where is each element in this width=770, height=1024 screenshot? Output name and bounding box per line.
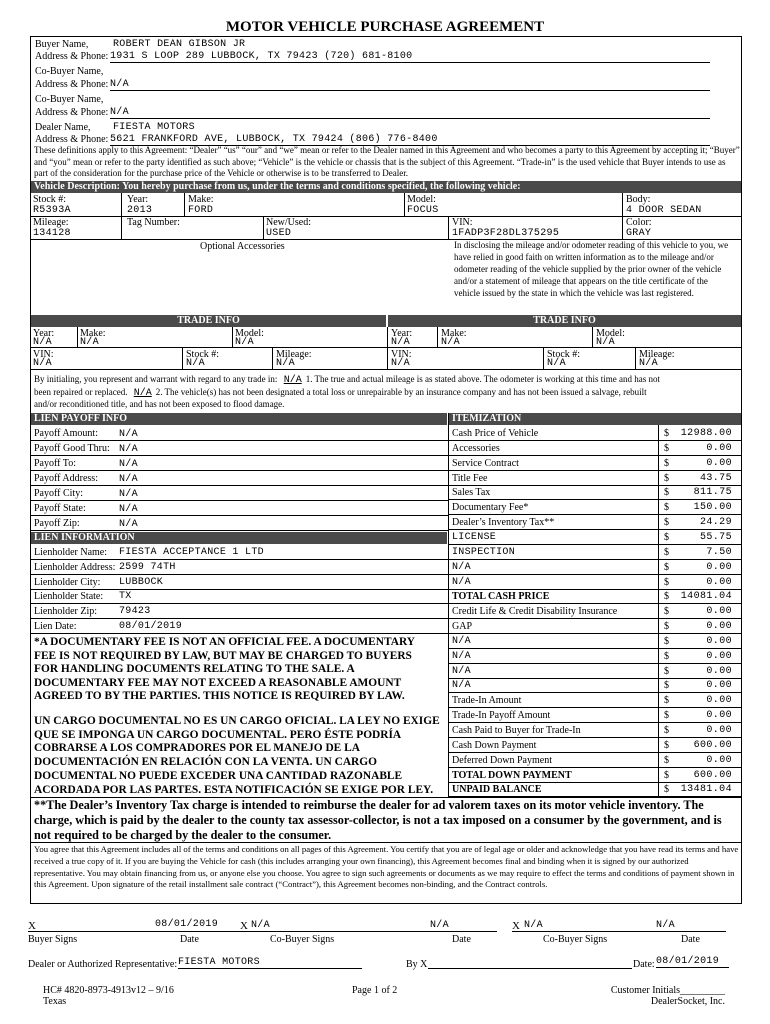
cobuyer2-sign-date[interactable]: N/A xyxy=(656,920,675,931)
lien-row-rule xyxy=(31,618,448,619)
odometer-disclosure: In disclosing the mileage and/or odometer reading of this vehicle to you, we have relied in good faith on written information as to the mileage and/or odometer reading of the vehicle supplied by the prior owner of the vehicle and/or a statement of mileage that appears on the title certificate of the vehicle issued by the state in which the vehicle was last registered. xyxy=(454,240,729,298)
lien-row-label: Lienholder State: xyxy=(34,591,104,603)
documentary-fee-notice-es: UN CARGO DOCUMENTAL NO ES UN CARGO OFICIAL. LA LEY NO EXIGE QUE SE IMPONGA UN CARGO DOCUMENTAL. PERO ÉSTE PODRÍA COBRARSE A LOS COMPRADORES POR EL MANEJO DE LA DOCUMENTACIÓN EN RELACIÓN CON LA VENTA. UN CARGO DOCUMENTAL NO PUEDE EXCEDER UNA CANTIDAD RAZONABLE ACORDADA POR LAS PARTES. ESTA NOTIFICACIÓN SE EXIGE POR LEY. xyxy=(34,715,440,796)
dollar-sign: $ xyxy=(664,457,669,469)
cobuyer2-signature[interactable]: N/A xyxy=(524,920,543,931)
itemization-row-amount[interactable]: 0.00 xyxy=(706,576,732,588)
definitions-text: These definitions apply to this Agreement: “Dealer” “us” “our” and “we” mean or refer to the Dealer named in this Agreement and who becomes a party to this Agreement by accepting it; “Buyer” and “you” mean or refer to the party identified as such above; “Vehicle” is the vehicle or chassis that is the subject of this Agreement. “Trade-in” is the used vehicle that Buyer intends to use as part of the consideration for the purchase price of the Vehicle or otherwise is to be transferred to Dealer. xyxy=(34,145,740,178)
dollar-sign: $ xyxy=(664,591,669,603)
dollar-sign: $ xyxy=(664,635,669,647)
itemization-row-label: Documentary Fee* xyxy=(452,502,529,514)
cobuyer2-date-label: Date xyxy=(681,934,700,945)
trade2-stock-label: Stock #: xyxy=(547,349,581,360)
payoff-row-rule xyxy=(31,500,448,501)
vendor-name: DealerSocket, Inc. xyxy=(650,996,725,1007)
dollar-sign: $ xyxy=(664,576,669,588)
mileage-label: Mileage: xyxy=(33,217,69,228)
dollar-sign: $ xyxy=(664,487,669,499)
dealer-name: FIESTA MOTORS xyxy=(113,122,195,133)
trade1-make: N/A xyxy=(80,337,99,348)
payoff-row-label: Payoff Good Thru: xyxy=(34,443,110,454)
itemization-row-label: INSPECTION xyxy=(452,546,516,558)
lien-row-rule xyxy=(31,633,448,634)
lien-row-rule xyxy=(31,589,448,590)
itemization-row-amount[interactable]: 0.00 xyxy=(706,710,732,722)
itemization-row-label: N/A xyxy=(452,665,471,677)
trade2-make-label: Make: xyxy=(441,328,467,339)
itemization-row-label: N/A xyxy=(452,650,471,662)
page-title: MOTOR VEHICLE PURCHASE AGREEMENT xyxy=(225,19,545,35)
trade1-model-label: Model: xyxy=(235,328,264,339)
dollar-sign: $ xyxy=(664,428,669,439)
trade1-model: N/A xyxy=(235,337,254,348)
stock-label: Stock #: xyxy=(33,194,67,205)
itemization-row-amount[interactable]: 12988.00 xyxy=(680,428,732,439)
itemization-row-amount[interactable]: 0.00 xyxy=(706,665,732,677)
trade2-year-label: Year: xyxy=(391,328,413,339)
itemization-row-rule xyxy=(448,574,741,575)
lien-payoff-band: LIEN PAYOFF INFO xyxy=(31,413,447,425)
itemization-row-amount[interactable]: 0.00 xyxy=(706,606,732,618)
trade2-year: N/A xyxy=(391,337,410,348)
itemization-row-amount[interactable]: 43.75 xyxy=(699,472,732,484)
lien-row-rule xyxy=(31,574,448,575)
form-state: Texas xyxy=(43,996,67,1007)
cobuyer1-address: N/A xyxy=(110,79,710,91)
itemization-row-amount[interactable]: 0.00 xyxy=(706,754,732,766)
payoff-row-label: Payoff Amount: xyxy=(34,428,98,439)
payoff-row-rule xyxy=(31,470,448,471)
payoff-row-rule xyxy=(31,455,448,456)
lien-row-label: Lienholder Zip: xyxy=(34,606,98,618)
itemization-row-amount[interactable]: 14081.04 xyxy=(680,591,732,603)
itemization-row-label: N/A xyxy=(452,576,471,588)
dealer-by-label: By X xyxy=(406,959,428,970)
dollar-sign: $ xyxy=(664,546,669,558)
vehicle-description-band: Vehicle Description: You hereby purchase from us, under the terms and conditions specified, the following vehicle: xyxy=(31,181,741,193)
payoff-row-value[interactable]: N/A xyxy=(119,489,138,500)
buyer-address: 1931 S LOOP 289 LUBBOCK, TX 79423 (720) 681-8100 xyxy=(110,51,710,63)
itemization-row-rule xyxy=(448,440,741,441)
itemization-row-amount[interactable]: 150.00 xyxy=(693,502,732,514)
dollar-sign: $ xyxy=(664,665,669,677)
lien-row-rule xyxy=(31,559,448,560)
itemization-row-label: GAP xyxy=(452,621,473,633)
cobuyer2-signs-label: Co-Buyer Signs xyxy=(543,934,608,945)
vin-label: VIN: xyxy=(452,217,473,228)
itemization-row-rule xyxy=(448,692,741,693)
itemization-row-rule xyxy=(448,648,741,649)
buyer-date-label: Date xyxy=(180,934,199,945)
payoff-row-value[interactable]: N/A xyxy=(119,474,138,485)
trade2-mileage: N/A xyxy=(639,358,658,369)
trade1-vin-label: VIN: xyxy=(33,349,54,360)
initial-blank-2[interactable]: N/A xyxy=(133,387,152,399)
itemization-row-rule xyxy=(448,737,741,738)
itemization-row-amount[interactable]: 7.50 xyxy=(706,546,732,558)
cobuyer1-date-label: Date xyxy=(452,934,471,945)
trade1-vin: N/A xyxy=(33,358,52,369)
itemization-row-rule xyxy=(448,618,741,619)
buyer-name-label: Buyer Name, xyxy=(35,39,89,50)
itemization-row-label: TOTAL DOWN PAYMENT xyxy=(452,769,572,781)
itemization-row-label: N/A xyxy=(452,561,471,573)
dollar-sign: $ xyxy=(664,442,669,454)
itemization-row-label: Trade-In Amount xyxy=(452,695,522,707)
page-number: Page 1 of 2 xyxy=(352,985,398,996)
cobuyer2-name-label: Co-Buyer Name, xyxy=(35,94,104,105)
payoff-row-rule xyxy=(31,485,448,486)
dollar-sign: $ xyxy=(664,710,669,722)
itemization-row-rule xyxy=(448,499,741,500)
itemization-row-rule xyxy=(448,544,741,545)
itemization-row-amount[interactable]: 0.00 xyxy=(706,561,732,573)
itemization-row-rule xyxy=(448,529,741,530)
itemization-row-rule xyxy=(448,633,741,634)
trade2-vin: N/A xyxy=(391,358,410,369)
trade2-model-label: Model: xyxy=(596,328,625,339)
itemization-row-amount[interactable]: 0.00 xyxy=(706,442,732,454)
itemization-row-amount[interactable]: 0.00 xyxy=(706,457,732,469)
dealer-address: 5621 FRANKFORD AVE, LUBBOCK, TX 79424 (806) 776-8400 xyxy=(110,134,710,146)
body-value: 4 DOOR SEDAN xyxy=(626,205,702,216)
agreement-text: You agree that this Agreement includes all of the terms and conditions on all pages of this Agreement. You certify that you are of legal age or older and acknowledge that you have read its terms and have received a true copy of it. If you are buying the Vehicle for cash (this includes arranging your own financing), this Agreement becomes final and binding when it is signed by our authorized representative. You may obtain financing from us, or anyone else you choose. You agree to sign such agreements or documents as we may require to effect the terms and conditions of payment shown in this Agreement. Upon signature of the retail installment sale contract (“Contract”), this Agreement becomes non-binding, and the Contract controls. xyxy=(34,844,739,890)
cobuyer1-signs-label: Co-Buyer Signs xyxy=(270,934,335,945)
itemization-row-label: Service Contract xyxy=(452,457,519,469)
year-value: 2013 xyxy=(127,205,153,216)
itemization-band: ITEMIZATION xyxy=(449,413,741,425)
payoff-row-value[interactable]: N/A xyxy=(119,429,138,440)
itemization-row-rule xyxy=(448,767,741,768)
dollar-sign: $ xyxy=(664,784,669,796)
buyer-signs-label: Buyer Signs xyxy=(28,934,78,945)
payoff-row-label: Payoff State: xyxy=(34,503,86,514)
model-label: Model: xyxy=(407,194,436,205)
customer-initials[interactable]: Customer Initials_________ xyxy=(610,985,725,996)
dollar-sign: $ xyxy=(664,739,669,751)
itemization-row-amount[interactable]: 13481.04 xyxy=(680,784,732,796)
trade2-make: N/A xyxy=(441,337,460,348)
dollar-sign: $ xyxy=(664,754,669,766)
trade1-make-label: Make: xyxy=(80,328,106,339)
dollar-sign: $ xyxy=(664,517,669,529)
form-id: HC# 4820-8973-4913v12 – 9/16 xyxy=(43,985,174,996)
dollar-sign: $ xyxy=(664,531,669,543)
cobuyer1-sign-date[interactable]: N/A xyxy=(430,920,449,931)
lien-row-value[interactable]: LUBBOCK xyxy=(119,576,164,588)
dollar-sign: $ xyxy=(664,769,669,781)
make-value: FORD xyxy=(188,205,214,216)
cobuyer2-sign-x: X xyxy=(512,920,520,932)
trade2-mileage-label: Mileage: xyxy=(639,349,675,360)
itemization-row-label: LICENSE xyxy=(452,531,497,543)
itemization-row-rule xyxy=(448,707,741,708)
vin-value: 1FADP3F28DL375295 xyxy=(452,228,560,239)
dollar-sign: $ xyxy=(664,621,669,633)
stock-value: R5393A xyxy=(33,205,71,216)
payoff-row-label: Payoff Address: xyxy=(34,473,98,484)
trade2-vin-label: VIN: xyxy=(391,349,412,360)
newused-label: New/Used: xyxy=(266,217,311,228)
itemization-row-amount[interactable]: 0.00 xyxy=(706,695,732,707)
optional-accessories-label: Optional Accessories xyxy=(200,241,285,252)
trade2-model: N/A xyxy=(596,337,615,348)
payoff-row-label: Payoff To: xyxy=(34,458,76,469)
itemization-row-amount[interactable]: 55.75 xyxy=(699,531,732,543)
itemization-row-amount[interactable]: 811.75 xyxy=(693,487,732,499)
itemization-row-label: Dealer’s Inventory Tax** xyxy=(452,517,555,529)
buyer-sign-date[interactable]: 08/01/2019 xyxy=(155,919,219,930)
payoff-row-label: Payoff City: xyxy=(34,488,83,499)
lien-row-rule xyxy=(31,603,448,604)
payoff-row-rule xyxy=(31,440,448,441)
itemization-row-rule xyxy=(448,589,741,590)
itemization-row-label: Trade-In Payoff Amount xyxy=(452,710,551,722)
itemization-row-rule xyxy=(448,663,741,664)
itemization-row-rule xyxy=(448,514,741,515)
trade1-mileage: N/A xyxy=(276,358,295,369)
trade2-stock: N/A xyxy=(547,358,566,369)
trade1-stock: N/A xyxy=(186,358,205,369)
itemization-row-amount[interactable]: 0.00 xyxy=(706,635,732,647)
body-label: Body: xyxy=(626,194,651,205)
itemization-row-rule xyxy=(448,485,741,486)
make-label: Make: xyxy=(188,194,214,205)
itemization-row-label: N/A xyxy=(452,635,471,647)
itemization-row-rule xyxy=(448,752,741,753)
documentary-fee-notice-en: *A DOCUMENTARY FEE IS NOT AN OFFICIAL FEE. A DOCUMENTARY FEE IS NOT REQUIRED BY LAW, BUT MAY BE CHARGED TO BUYERS FOR HANDLING DOCUMENTS RELATING TO THE SALE. A DOCUMENTARY FEE MAY NOT EXCEED A REASONABLE AMOUNT AGREED TO BY THE PARTIES. THIS NOTICE IS REQUIRED BY LAW. xyxy=(34,636,415,702)
itemization-row-label: Title Fee xyxy=(452,472,488,484)
itemization-row-amount[interactable]: 24.29 xyxy=(699,517,732,529)
buyer-name: ROBERT DEAN GIBSON JR xyxy=(113,39,246,50)
payoff-row-rule xyxy=(31,530,448,531)
lien-row-value[interactable]: 2599 74TH xyxy=(119,561,176,573)
itemization-row-rule xyxy=(448,678,741,679)
itemization-row-rule xyxy=(448,470,741,471)
tag-label: Tag Number: xyxy=(127,217,180,228)
itemization-row-rule xyxy=(448,559,741,560)
trade1-mileage-label: Mileage: xyxy=(276,349,312,360)
itemization-row-label: UNPAID BALANCE xyxy=(452,784,542,796)
trade1-year-label: Year: xyxy=(33,328,55,339)
mileage-value: 134128 xyxy=(33,228,71,239)
lien-row-value[interactable]: FIESTA ACCEPTANCE 1 LTD xyxy=(119,547,264,558)
itemization-row-label: Cash Down Payment xyxy=(452,739,537,751)
itemization-row-rule xyxy=(448,455,741,456)
dealer-address-label: Address & Phone: xyxy=(35,134,109,145)
lien-row-value[interactable]: TX xyxy=(119,591,132,603)
dealer-rep-label: Dealer or Authorized Representative: xyxy=(28,959,178,970)
itemization-row-amount[interactable]: 0.00 xyxy=(706,725,732,736)
itemization-amount-divider xyxy=(658,425,659,797)
cobuyer1-signature[interactable]: N/A xyxy=(251,920,270,931)
initial-blank-1[interactable]: N/A xyxy=(283,375,302,386)
lien-info-band: LIEN INFORMATION xyxy=(31,532,447,544)
payoff-row-value[interactable]: N/A xyxy=(119,444,138,455)
itemization-row-label: N/A xyxy=(452,680,471,692)
itemization-row-amount[interactable]: 600.00 xyxy=(693,739,732,751)
lien-row-value[interactable]: 08/01/2019 xyxy=(119,621,183,632)
lien-row-value[interactable]: 79423 xyxy=(119,606,151,618)
dollar-sign: $ xyxy=(664,650,669,662)
dollar-sign: $ xyxy=(664,695,669,707)
cobuyer1-name-label: Co-Buyer Name, xyxy=(35,66,104,77)
itemization-row-label: Accessories xyxy=(452,442,500,454)
inventory-tax-note: **The Dealer’s Inventory Tax charge is intended to reimburse the dealer for ad valorem taxes on its motor vehicle inventory. The charge, which is paid by the dealer to the county tax assessor-collector, is not a tax imposed on a consumer by the government, and is not required to be charged by the dealer to the consumer. xyxy=(34,798,722,842)
trade-info-band-left: TRADE INFO xyxy=(31,315,386,327)
payoff-row-label: Payoff Zip: xyxy=(34,518,80,529)
dealer-date-label: Date: xyxy=(633,959,655,970)
itemization-row-label: Deferred Down Payment xyxy=(452,754,552,766)
dollar-sign: $ xyxy=(664,725,669,736)
lien-row-label: Lienholder Name: xyxy=(34,547,108,558)
itemization-row-amount[interactable]: 600.00 xyxy=(693,769,732,781)
itemization-row-rule xyxy=(448,722,741,723)
payoff-row-value[interactable]: N/A xyxy=(119,504,138,515)
dollar-sign: $ xyxy=(664,472,669,484)
payoff-row-value[interactable]: N/A xyxy=(119,519,138,530)
lien-row-label: Lienholder City: xyxy=(34,576,101,588)
newused-value: USED xyxy=(266,228,292,239)
trade1-stock-label: Stock #: xyxy=(186,349,220,360)
buyer-address-label: Address & Phone: xyxy=(35,51,109,62)
itemization-row-amount[interactable]: 0.00 xyxy=(706,650,732,662)
cobuyer2-address: N/A xyxy=(110,107,710,119)
payoff-row-rule xyxy=(31,515,448,516)
dealer-date-value[interactable]: 08/01/2019 xyxy=(656,956,729,968)
payoff-row-value[interactable]: N/A xyxy=(119,459,138,470)
trade-initial-statement: By initialing, you represent and warrant with regard to any trade in: N/A 1. The true and actual mileage is as stated above. The odometer is working at this time and has not been repaired or replaced. N/A 2. The vehicle(s) has not been designated a total loss or unrepairable by an insurance company and has not been issued a salvage, rebuilt and/or reconditioned title, and has not been exposed to flood damage. xyxy=(34,374,661,409)
cobuyer2-address-label: Address & Phone: xyxy=(35,107,109,118)
trade1-year: N/A xyxy=(33,337,52,348)
lien-row-label: Lienholder Address: xyxy=(34,561,116,573)
buyer-sign-x: X xyxy=(28,920,36,932)
dollar-sign: $ xyxy=(664,502,669,514)
itemization-row-rule xyxy=(448,782,741,783)
dollar-sign: $ xyxy=(664,606,669,618)
itemization-row-amount[interactable]: 0.00 xyxy=(706,680,732,692)
itemization-row-label: Credit Life & Credit Disability Insurance xyxy=(452,606,618,618)
year-label: Year: xyxy=(127,194,149,205)
cobuyer1-address-label: Address & Phone: xyxy=(35,79,109,90)
model-value: FOCUS xyxy=(407,205,439,216)
dollar-sign: $ xyxy=(664,561,669,573)
dollar-sign: $ xyxy=(664,680,669,692)
lien-row-label: Lien Date: xyxy=(34,621,77,632)
dealer-rep-value[interactable]: FIESTA MOTORS xyxy=(178,957,362,969)
dealer-name-label: Dealer Name, xyxy=(35,122,91,133)
itemization-row-label: Cash Paid to Buyer for Trade-In xyxy=(452,725,581,736)
itemization-row-label: TOTAL CASH PRICE xyxy=(452,591,550,603)
color-label: Color: xyxy=(626,217,652,228)
itemization-row-label: Sales Tax xyxy=(452,487,491,499)
itemization-row-label: Cash Price of Vehicle xyxy=(452,428,539,439)
color-value: GRAY xyxy=(626,228,652,239)
itemization-row-rule xyxy=(448,603,741,604)
itemization-row-amount[interactable]: 0.00 xyxy=(706,621,732,633)
trade-info-band-right: TRADE INFO xyxy=(388,315,741,327)
cobuyer1-sign-x: X xyxy=(240,920,248,932)
